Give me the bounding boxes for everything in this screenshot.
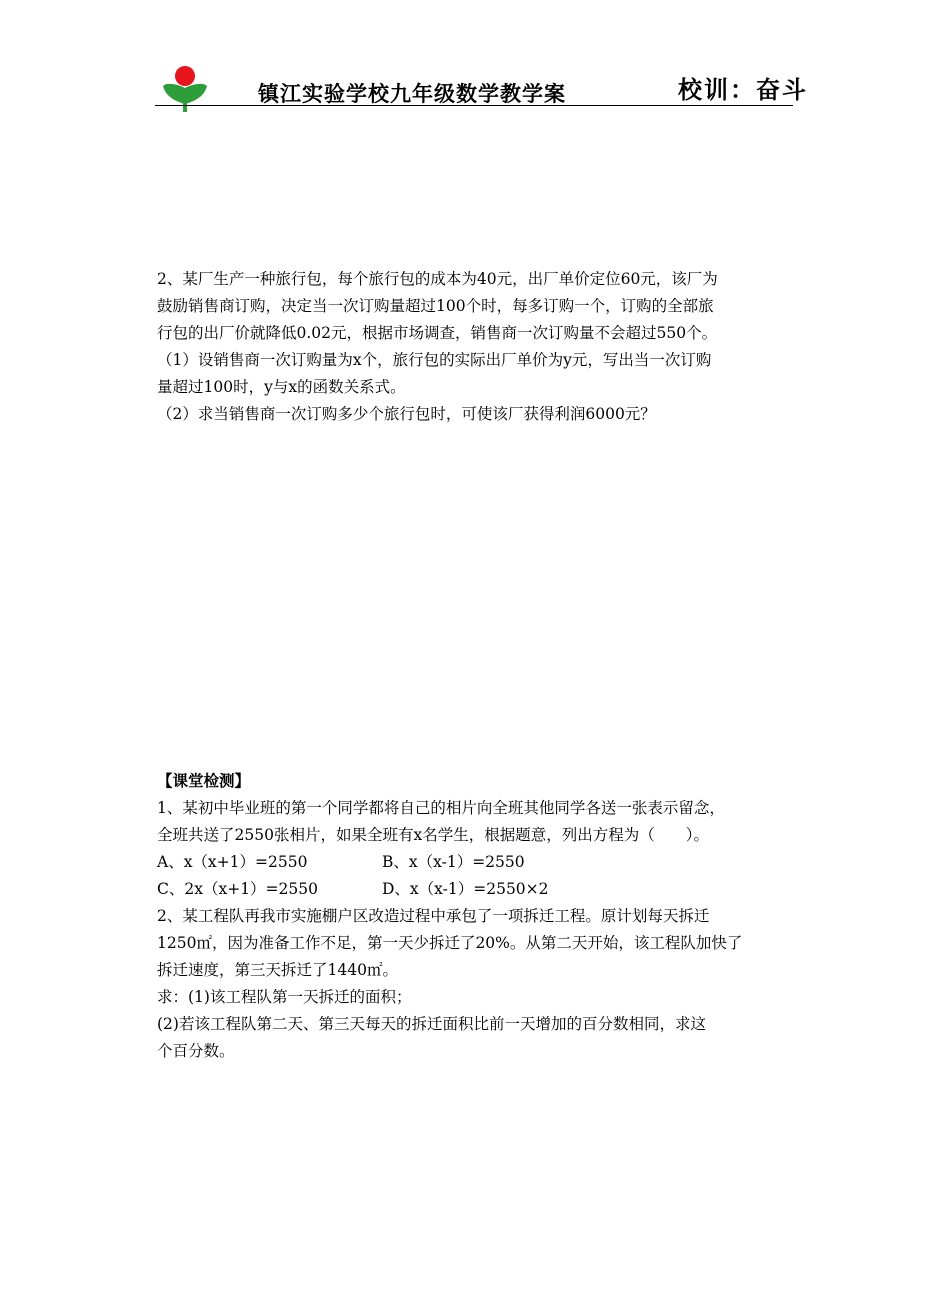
question-2-line: 个百分数。 bbox=[157, 1042, 235, 1060]
problem-2-line: 量超过100时，y与x的函数关系式。 bbox=[157, 378, 406, 396]
option-d: D、x（x-1）=2550×2 bbox=[382, 880, 549, 898]
question-2-line: 拆迁速度，第三天拆迁了1440㎡。 bbox=[157, 961, 398, 979]
options-row bbox=[157, 876, 817, 903]
question-1-line: 全班共送了2550张相片，如果全班有x名学生，根据题意，列出方程为（ ）。 bbox=[157, 826, 709, 844]
school-logo bbox=[160, 64, 210, 114]
problem-2-line: 行包的出厂价就降低0.02元，根据市场调查，销售商一次订购量不会超过550个。 bbox=[157, 324, 718, 342]
class-test-section bbox=[157, 768, 817, 1065]
question-1-line: 1、某初中毕业班的第一个同学都将自己的相片向全班其他同学各送一张表示留念， bbox=[157, 799, 725, 817]
options-row bbox=[157, 849, 817, 876]
option-c: C、2x（x+1）=2550 bbox=[157, 880, 318, 898]
problem-2-line: （2）求当销售商一次订购多少个旅行包时，可使该厂获得利润6000元？ bbox=[157, 405, 656, 423]
section-heading: 【课堂检测】 bbox=[157, 772, 251, 790]
question-2-line: (2)若该工程队第二天、第三天每天的拆迁面积比前一天增加的百分数相同，求这 bbox=[157, 1015, 706, 1033]
header-divider bbox=[155, 105, 793, 106]
question-2-line: 1250㎡，因为准备工作不足，第一天少拆迁了20%。从第二天开始，该工程队加快了 bbox=[157, 934, 743, 952]
document-title: 镇江实验学校九年级数学教学案 bbox=[258, 82, 566, 106]
problem-2 bbox=[157, 266, 817, 428]
school-motto: 校训：奋斗 bbox=[678, 76, 808, 104]
option-b: B、x（x-1）=2550 bbox=[382, 853, 525, 871]
question-2-line: 求：(1)该工程队第一天拆迁的面积； bbox=[157, 988, 412, 1006]
question-2-line: 2、某工程队再我市实施棚户区改造过程中承包了一项拆迁工程。原计划每天拆迁 bbox=[157, 907, 710, 925]
problem-2-line: （1）设销售商一次订购量为x个，旅行包的实际出厂单价为y元，写出当一次订购 bbox=[157, 351, 712, 369]
problem-2-line: 鼓励销售商订购，决定当一次订购量超过100个时，每多订购一个，订购的全部旅 bbox=[157, 297, 714, 315]
option-a: A、x（x+1）=2550 bbox=[157, 853, 308, 871]
problem-2-line: 2、某厂生产一种旅行包，每个旅行包的成本为40元，出厂单价定位60元，该厂为 bbox=[157, 270, 718, 288]
